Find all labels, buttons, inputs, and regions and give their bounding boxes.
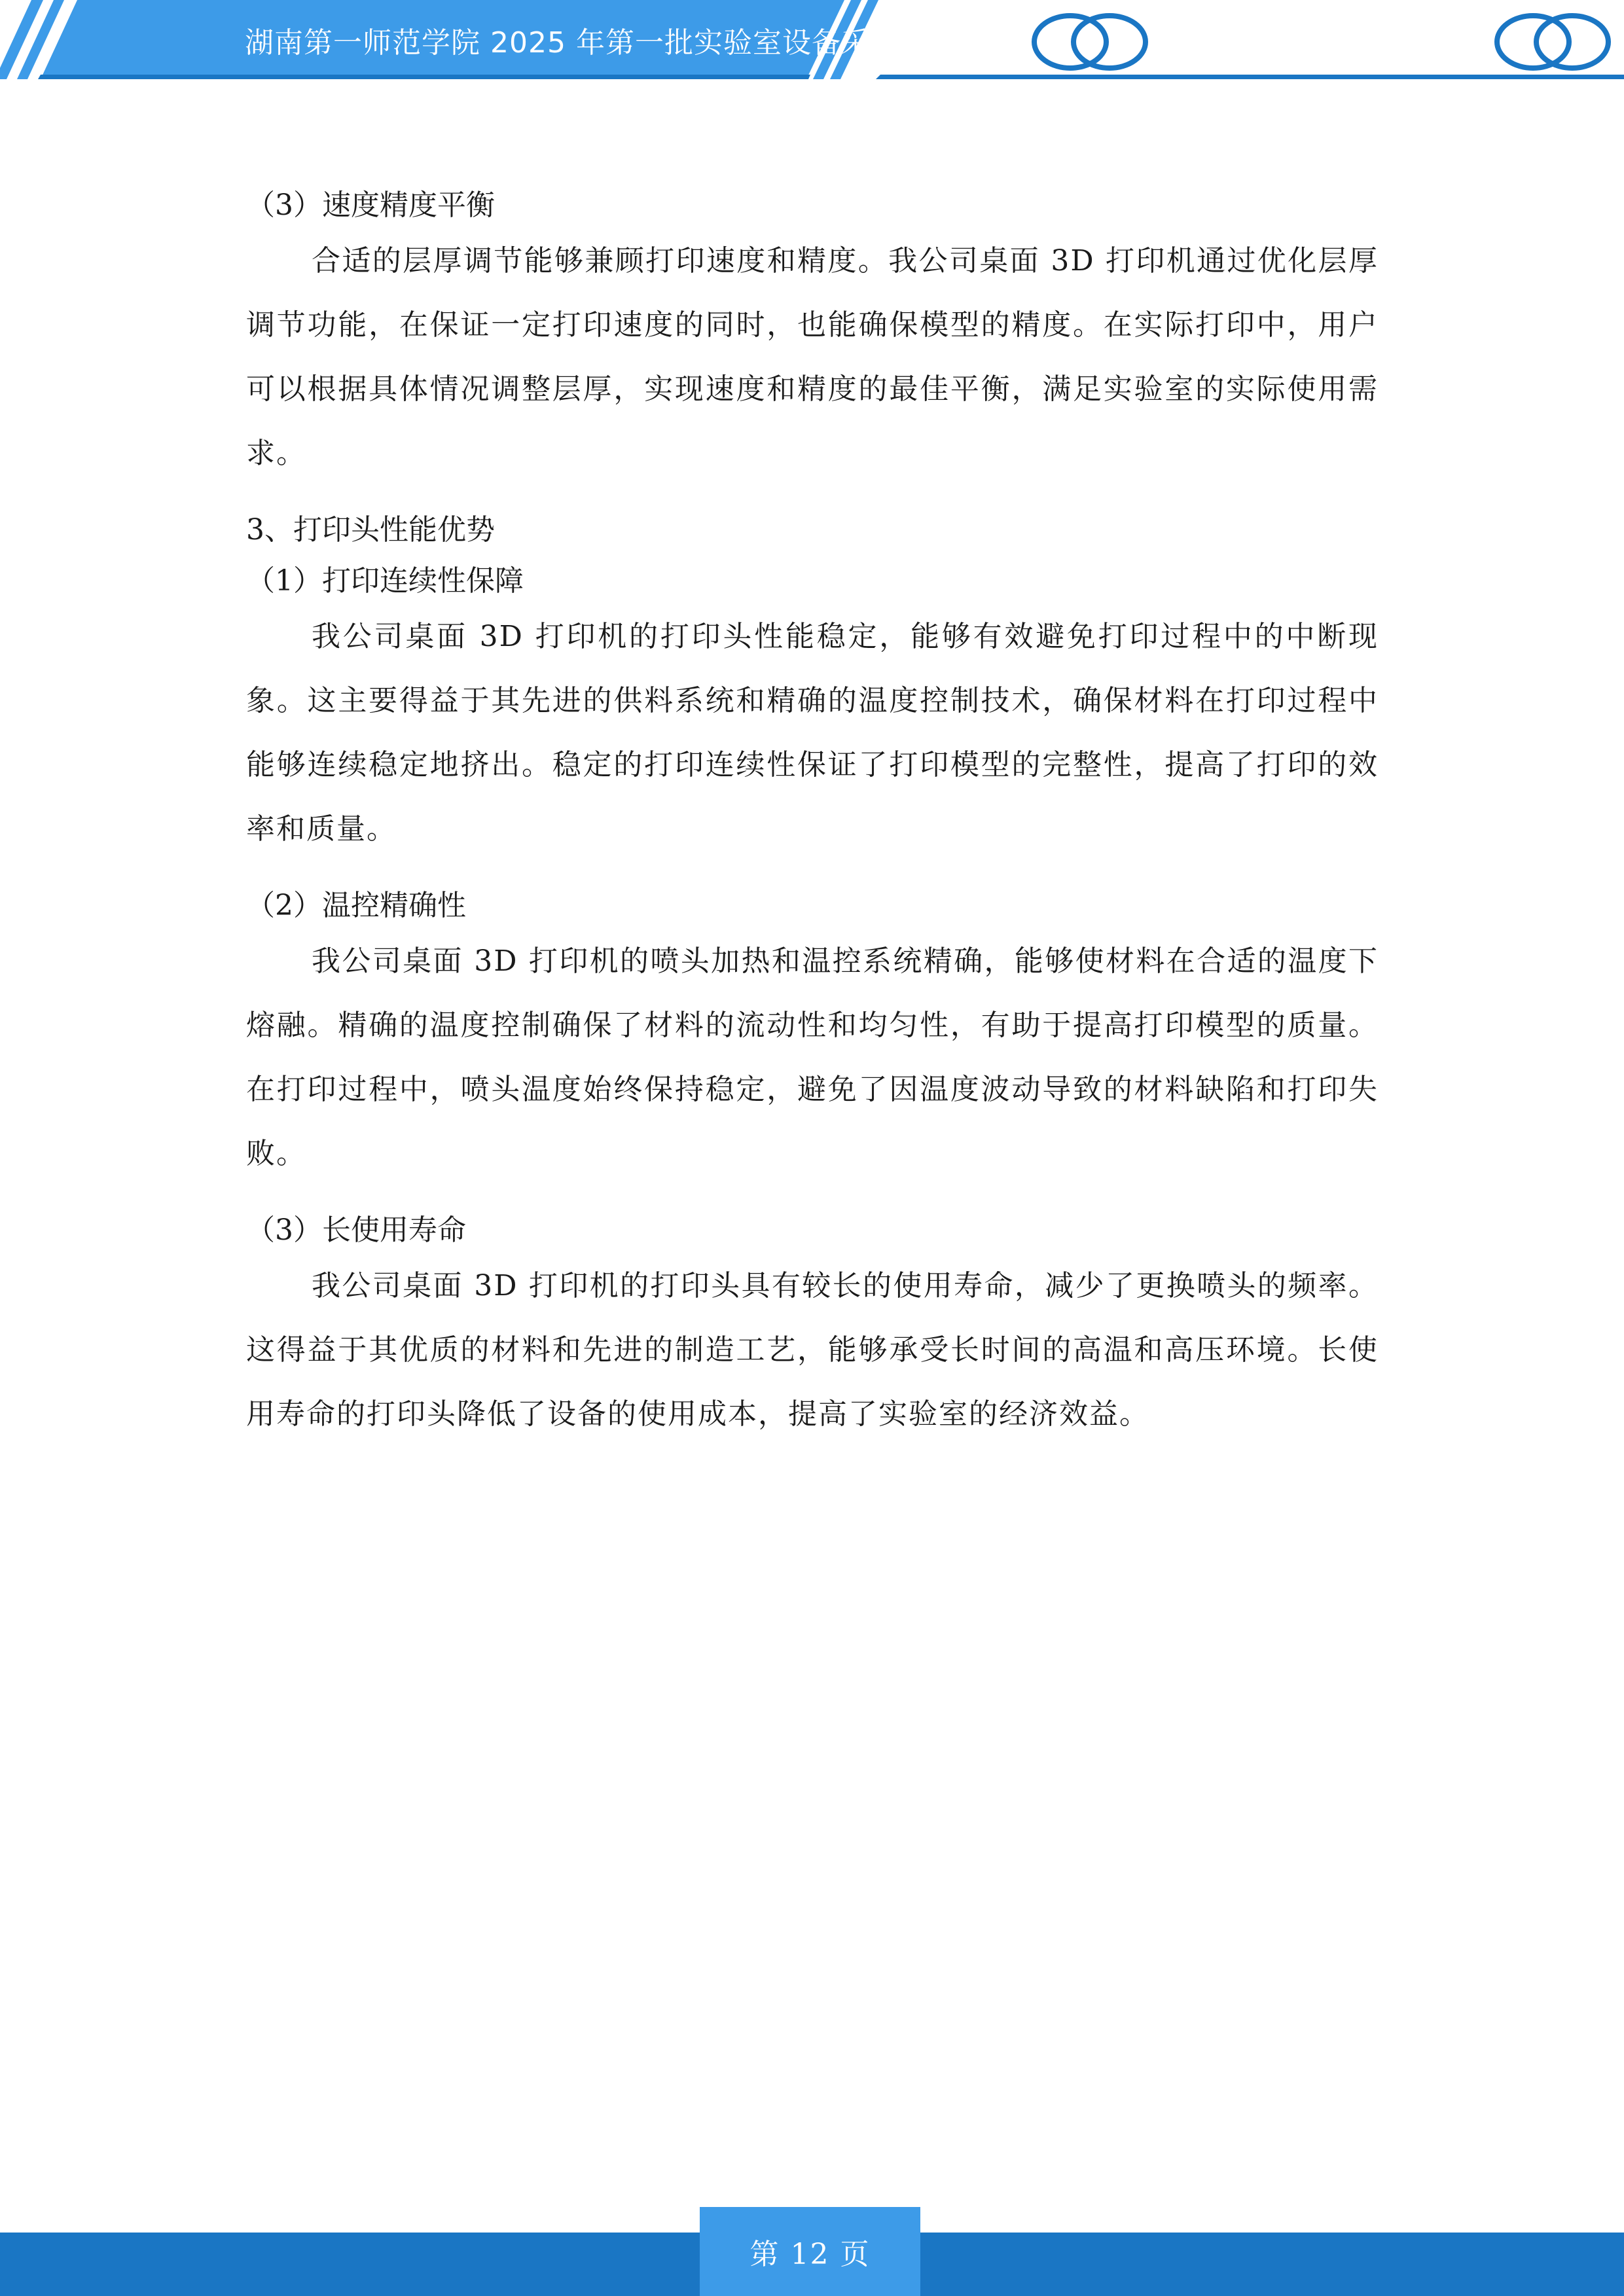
page-header <box>0 0 1624 85</box>
document-body <box>246 187 1379 1446</box>
section-heading: （3）速度精度平衡 <box>246 188 495 222</box>
body-paragraph: 我公司桌面 3D 打印机的喷头加热和温控系统精确，能够使材料在合适的温度下熔融。精确的温度控制确保了材料的流动性和均匀性，有助于提高打印模型的质量。在打印过程中，喷头温度始终保持稳定，避免了因温度波动导致的材料缺陷和打印失败。 <box>246 944 1379 1170</box>
section-heading: （1）打印连续性保障 <box>246 564 524 598</box>
section-heading: （3）长使用寿命 <box>246 1213 466 1247</box>
section-heading: 3、打印头性能优势 <box>246 513 495 547</box>
header-rule-right <box>876 75 1624 79</box>
double-ring-icon <box>1031 12 1149 72</box>
body-paragraph: 我公司桌面 3D 打印机的打印头性能稳定，能够有效避免打印过程中的中断现象。这主要得益于其先进的供料系统和精确的温度控制技术，确保材料在打印过程中能够连续稳定地挤出。稳定的打印连续性保证了打印模型的完整性，提高了打印的效率和质量。 <box>246 620 1379 846</box>
double-ring-icon <box>1494 12 1612 72</box>
body-paragraph: 我公司桌面 3D 打印机的打印头具有较长的使用寿命，减少了更换喷头的频率。这得益于其优质的材料和先进的制造工艺，能够承受长时间的高温和高压环境。长使用寿命的打印头降低了设备的使用成本，提高了实验室的经济效益。 <box>246 1269 1379 1431</box>
page-number: 第 12 页 <box>700 2207 920 2296</box>
header-title: 湖南第一师范学院 2025 年第一批实验室设备采购项目 <box>245 26 959 60</box>
section-heading: （2）温控精确性 <box>246 889 466 922</box>
body-paragraph: 合适的层厚调节能够兼顾打印速度和精度。我公司桌面 3D 打印机通过优化层厚调节功能，在保证一定打印速度的同时，也能确保模型的精度。在实际打印中，用户可以根据具体情况调整层厚，实现速度和精度的最佳平衡，满足实验室的实际使用需求。 <box>246 244 1379 470</box>
header-rule-left <box>38 75 810 79</box>
